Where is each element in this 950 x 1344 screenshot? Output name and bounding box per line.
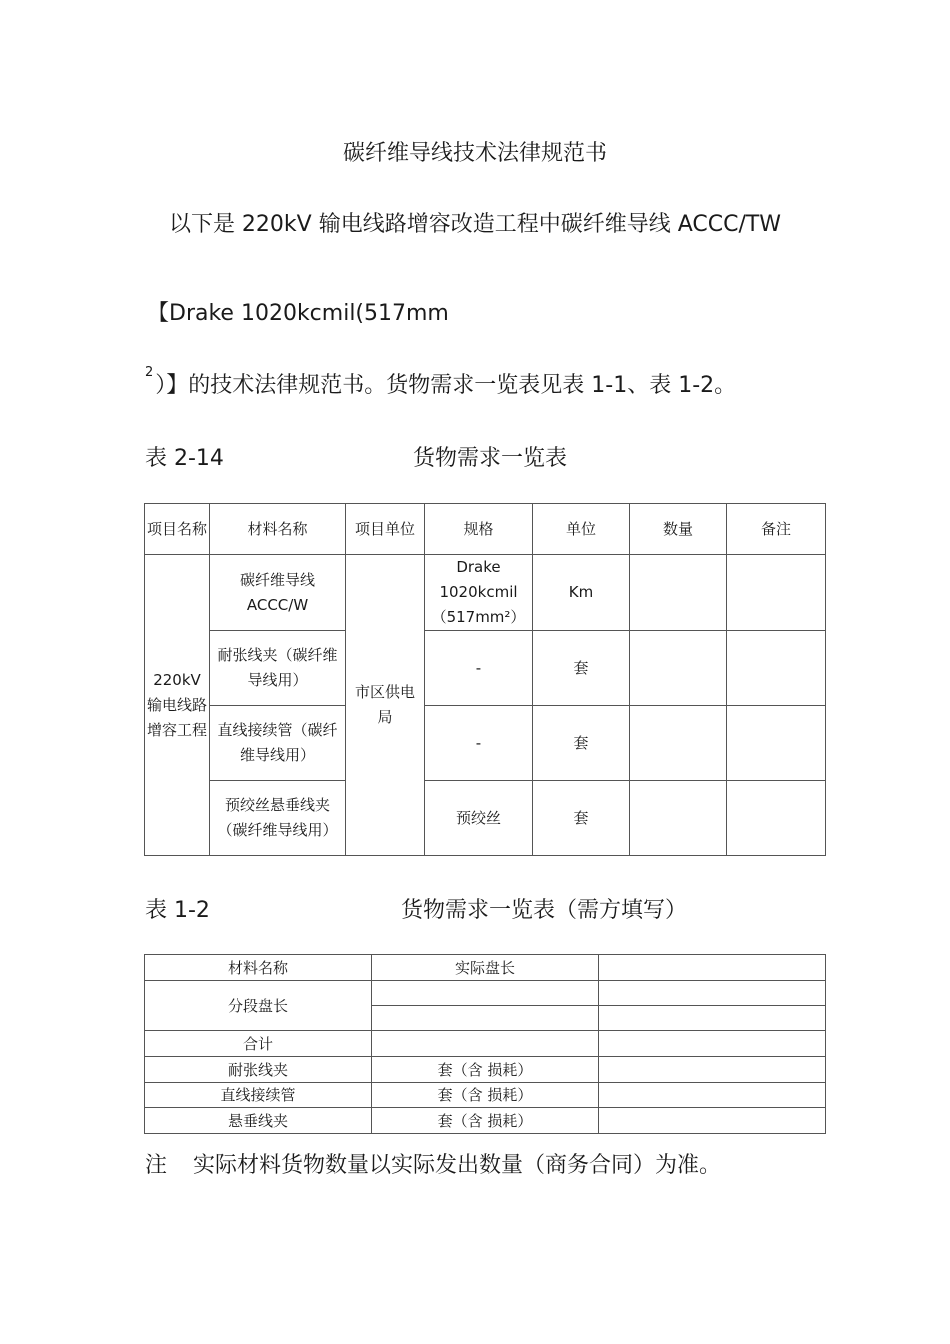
table1-caption-title: 货物需求一览表 [413,446,568,471]
header-quantity: 数量 [630,504,727,555]
table-row [145,706,826,781]
intro-line-1: 以下是 220kV 输电线路增容改造工程中碳纤维导线 ACCC/TW [168,212,782,237]
spec-cell: Drake 1020kcmil（517mm²） [425,555,533,631]
header-project-unit: 项目单位 [346,504,425,555]
item-name-cell: 悬垂线夹 [145,1108,372,1134]
goods-demand-table [144,503,826,856]
empty-cell [599,981,826,1006]
table-row [145,1083,826,1108]
buyer-fill-table [144,954,826,1134]
intro-line-3 [145,364,737,399]
segment-length-label: 分段盘长 [145,981,372,1031]
empty-cell [372,1006,599,1031]
header-actual-length: 实际盘长 [372,955,599,981]
item-name-cell: 直线接续管 [145,1083,372,1108]
header-remark: 备注 [727,504,826,555]
item-value-cell: 套（含 损耗） [372,1108,599,1134]
empty-cell [599,1083,826,1108]
intro-line-2: 【Drake 1020kcmil(517mm [147,301,449,326]
quantity-cell [630,781,727,856]
spec-cell: - [425,706,533,781]
unit-cell: 套 [533,781,630,856]
empty-cell [599,1006,826,1031]
item-value-cell: 套（含 损耗） [372,1057,599,1083]
table-row [145,1108,826,1134]
table2-caption-title: 货物需求一览表（需方填写） [401,898,688,923]
unit-cell: 套 [533,706,630,781]
header-spec: 规格 [425,504,533,555]
header-material-name: 材料名称 [210,504,346,555]
project-unit-cell: 市区供电局 [346,555,425,856]
remark-cell [727,706,826,781]
material-cell: 直线接续管（碳纤维导线用） [210,706,346,781]
remark-cell [727,555,826,631]
header-unit: 单位 [533,504,630,555]
empty-cell [372,981,599,1006]
unit-cell: 套 [533,631,630,706]
spec-cell: - [425,631,533,706]
table-row [145,981,826,1006]
table2-header-row [145,955,826,981]
table-row [145,781,826,856]
superscript-2: 2 [145,364,154,380]
table-row [145,631,826,706]
empty-cell [372,1031,599,1057]
intro-line-3-text: ）】的技术法律规范书。货物需求一览表见表 1-1、表 1-2。 [155,373,737,398]
table-row [145,555,826,631]
material-cell: 碳纤维导线ACCC/W [210,555,346,631]
table1-caption-number: 表 2-14 [145,446,224,471]
header-material-name: 材料名称 [145,955,372,981]
remark-cell [727,781,826,856]
note-line [145,1148,721,1179]
material-cell: 预绞丝悬垂线夹（碳纤维导线用） [210,781,346,856]
table2-caption-number: 表 1-2 [145,898,210,923]
project-name-cell: 220kV输电线路增容工程 [145,555,210,856]
document-title: 碳纤维导线技术法律规范书 [342,141,607,166]
table-row [145,1031,826,1057]
note-label: 注 [145,1153,168,1178]
quantity-cell [630,706,727,781]
item-value-cell: 套（含 损耗） [372,1083,599,1108]
material-cell: 耐张线夹（碳纤维导线用） [210,631,346,706]
empty-cell [599,1057,826,1083]
quantity-cell [630,555,727,631]
spec-cell: 预绞丝 [425,781,533,856]
empty-cell [599,1031,826,1057]
total-label: 合计 [145,1031,372,1057]
empty-cell [599,955,826,981]
table1-header-row [145,504,826,555]
header-project-name: 项目名称 [145,504,210,555]
note-text: 实际材料货物数量以实际发出数量（商务合同）为准。 [193,1153,722,1178]
item-name-cell: 耐张线夹 [145,1057,372,1083]
empty-cell [599,1108,826,1134]
quantity-cell [630,631,727,706]
remark-cell [727,631,826,706]
table-row [145,1057,826,1083]
unit-cell: Km [533,555,630,631]
